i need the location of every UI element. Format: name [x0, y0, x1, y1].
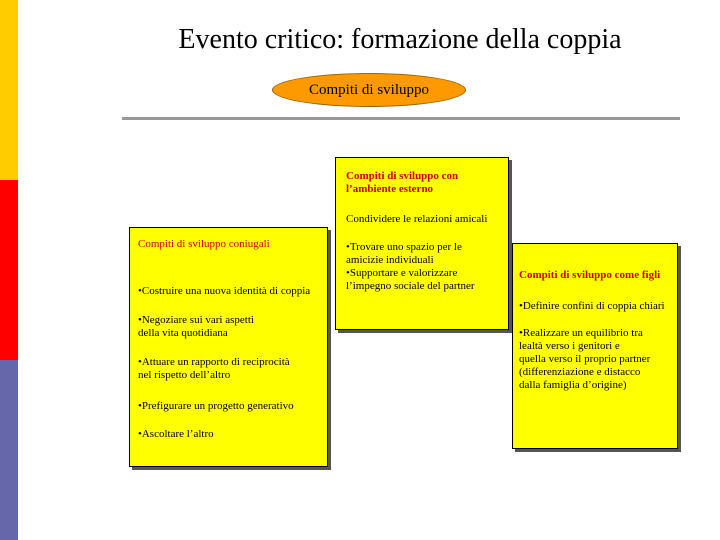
environment-heading-line1: Compiti di sviluppo con [346, 170, 459, 182]
central-topic-label: Compiti di sviluppo [308, 81, 429, 98]
decorative-band-blue [0, 360, 18, 540]
environment-bullet-2-line1: •Supportare e valorizzare [346, 267, 458, 279]
slide-title: Evento critico: formazione della coppia [178, 24, 622, 55]
conjugal-item-2-line1: •Negoziare sui vari aspetti [138, 314, 254, 326]
environment-bullet-1-line1: •Trovare uno spazio per le [346, 241, 462, 253]
children-item-2-line2: lealtà verso i genitori e [519, 340, 620, 352]
children-tasks-box [512, 243, 678, 449]
children-item-1: •Definire confini di coppia chiari [519, 300, 665, 312]
environment-tasks-box [335, 157, 509, 330]
conjugal-heading: Compiti di sviluppo coniugali [138, 238, 270, 250]
horizontal-divider [122, 117, 680, 120]
conjugal-item-3-line2: nel rispetto dell’altro [138, 369, 231, 381]
environment-heading-line2: l’ambiente esterno [346, 183, 434, 195]
children-heading: Compiti di sviluppo come figli [519, 269, 661, 281]
conjugal-tasks-box [129, 227, 328, 467]
decorative-band-yellow [0, 0, 18, 180]
children-item-2-line1: •Realizzare un equilibrio tra [519, 327, 643, 339]
conjugal-item-4: •Prefigurare un progetto generativo [138, 400, 294, 412]
conjugal-item-1: •Costruire una nuova identità di coppia [138, 285, 311, 297]
decorative-band-red [0, 180, 18, 360]
environment-bullet-2-line2: l’impegno sociale del partner [346, 280, 475, 292]
environment-intro: Condividere le relazioni amicali [346, 213, 488, 225]
central-topic-ellipse [272, 73, 466, 107]
children-item-2-line5: dalla famiglia d’origine) [519, 379, 627, 391]
children-item-2-line3: quella verso il proprio partner [519, 353, 651, 365]
environment-bullet-1-line2: amicizie individuali [346, 254, 434, 266]
children-item-2-line4: (differenziazione e distacco [519, 366, 641, 378]
conjugal-item-5: •Ascoltare l’altro [138, 428, 214, 440]
conjugal-item-2-line2: della vita quotidiana [138, 327, 228, 339]
conjugal-item-3-line1: •Attuare un rapporto di reciprocità [138, 356, 290, 368]
